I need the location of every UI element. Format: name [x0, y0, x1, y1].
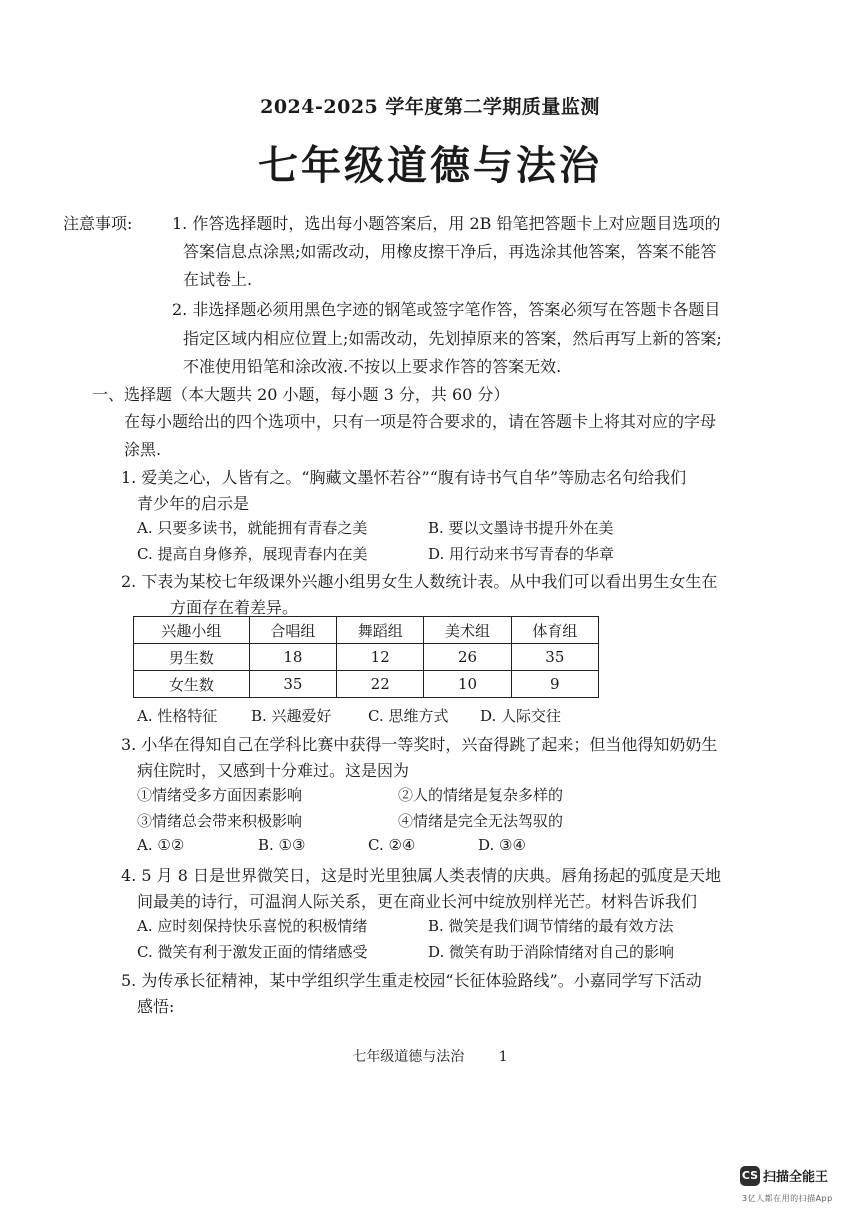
q3-stem: 3. 小华在得知自己在学科比赛中获得一等奖时，兴奋得跳了起来；但当他得知奶奶生 [121, 735, 718, 754]
table-cell: 22 [337, 671, 424, 698]
q2-stem: 2. 下表为某校七年级课外兴趣小组男女生人数统计表。从中我们可以看出男生女生在 [121, 572, 718, 591]
q2-option-a: A. 性格特征 [137, 707, 218, 725]
q3-statement: ②人的情绪是复杂多样的 [398, 786, 564, 804]
table-cell: 男生数 [134, 644, 250, 671]
q3-option-b: B. ①③ [258, 836, 306, 854]
table-cell: 女生数 [134, 671, 250, 698]
notice-line: 2. 非选择题必须用黑色字迹的钢笔或签字笔作答，答案必须写在答题卡各题目 [172, 300, 721, 319]
watermark-tagline: 3亿人都在用的扫描App [742, 1194, 833, 1203]
q4-stem: 间最美的诗行，可温润人际关系，更在商业长河中绽放别样光芒。材料告诉我们 [137, 892, 698, 911]
q1-stem: 青少年的启示是 [137, 494, 250, 513]
q4-option-a: A. 应时刻保持快乐喜悦的积极情绪 [137, 917, 368, 935]
camscanner-logo-icon: CS [740, 1166, 760, 1186]
table-cell: 18 [249, 644, 336, 671]
q1-option-c: C. 提高自身修养，展现青春内在美 [137, 545, 368, 563]
exam-title: 七年级道德与法治 [258, 142, 602, 189]
page-footer [0, 1046, 860, 1066]
notice-line: 不准使用铅笔和涂改液.不按以上要求作答的答案无效. [183, 357, 562, 376]
table-header-cell: 体育组 [511, 617, 598, 644]
notice-line: 指定区域内相应位置上;如需改动，先划掉原来的答案，然后再写上新的答案; [183, 329, 722, 348]
q1-option-b: B. 要以文墨诗书提升外在美 [428, 519, 614, 537]
table-cell: 10 [424, 671, 511, 698]
q4-option-b: B. 微笑是我们调节情绪的最有效方法 [428, 917, 674, 935]
watermark-app-name: 扫描全能王 [763, 1170, 829, 1185]
q2-option-b: B. 兴趣爱好 [251, 707, 332, 725]
q3-statement: ④情绪是完全无法驾驭的 [398, 812, 564, 830]
interest-group-table [133, 616, 599, 698]
q1-option-d: D. 用行动来书写青春的华章 [428, 545, 615, 563]
table-cell: 35 [511, 644, 598, 671]
table-header-cell: 兴趣小组 [134, 617, 250, 644]
q3-option-d: D. ③④ [478, 836, 526, 854]
q2-option-c: C. 思维方式 [368, 707, 449, 725]
notice-line: 答案信息点涂黑;如需改动，用橡皮擦干净后，再选涂其他答案，答案不能答 [183, 242, 717, 261]
table-header-cell: 合唱组 [249, 617, 336, 644]
notice-label: 注意事项: [63, 214, 133, 233]
footer-subject: 七年级道德与法治 [352, 1049, 465, 1065]
q3-statement: ③情绪总会带来积极影响 [137, 812, 303, 830]
q1-stem: 1. 爱美之心，人皆有之。“胸藏文墨怀若谷”“腹有诗书气自华”等励志名句给我们 [121, 468, 687, 487]
q3-option-a: A. ①② [137, 836, 185, 854]
section-instructions: 涂黑. [124, 440, 162, 459]
table-row [134, 671, 599, 698]
q5-stem: 感悟: [137, 997, 175, 1016]
q2-option-d: D. 人际交往 [480, 707, 562, 725]
section-heading: 一、选择题（本大题共 20 小题，每小题 3 分，共 60 分） [92, 385, 510, 404]
q1-option-a: A. 只要多读书，就能拥有青春之美 [137, 519, 368, 537]
notice-line: 在试卷上. [183, 270, 253, 289]
exam-subtitle: 2024-2025 学年度第二学期质量监测 [260, 96, 600, 118]
scanner-watermark [740, 1165, 828, 1186]
table-cell: 9 [511, 671, 598, 698]
table-header-cell: 美术组 [424, 617, 511, 644]
section-instructions: 在每小题给出的四个选项中，只有一项是符合要求的，请在答题卡上将其对应的字母 [124, 412, 717, 431]
q4-stem: 4. 5 月 8 日是世界微笑日，这是时光里独属人类表情的庆典。唇角扬起的弧度是天地 [121, 866, 721, 885]
table-cell: 12 [337, 644, 424, 671]
table-row [134, 644, 599, 671]
table-header-row [134, 617, 599, 644]
q2-stem: 方面存在着差异。 [170, 598, 299, 617]
q3-stem: 病住院时，又感到十分难过。这是因为 [137, 761, 410, 780]
page-number: 1 [498, 1049, 508, 1065]
q4-option-d: D. 微笑有助于消除情绪对自己的影响 [428, 943, 675, 961]
q3-option-c: C. ②④ [368, 836, 416, 854]
q5-stem: 5. 为传承长征精神，某中学组织学生重走校园“长征体验路线”。小嘉同学写下活动 [121, 971, 702, 990]
notice-line: 1. 作答选择题时，选出每小题答案后，用 2B 铅笔把答题卡上对应题目选项的 [172, 214, 721, 233]
q3-statement: ①情绪受多方面因素影响 [137, 786, 303, 804]
table-cell: 26 [424, 644, 511, 671]
table-header-cell: 舞蹈组 [337, 617, 424, 644]
table-cell: 35 [249, 671, 336, 698]
q4-option-c: C. 微笑有利于激发正面的情绪感受 [137, 943, 368, 961]
